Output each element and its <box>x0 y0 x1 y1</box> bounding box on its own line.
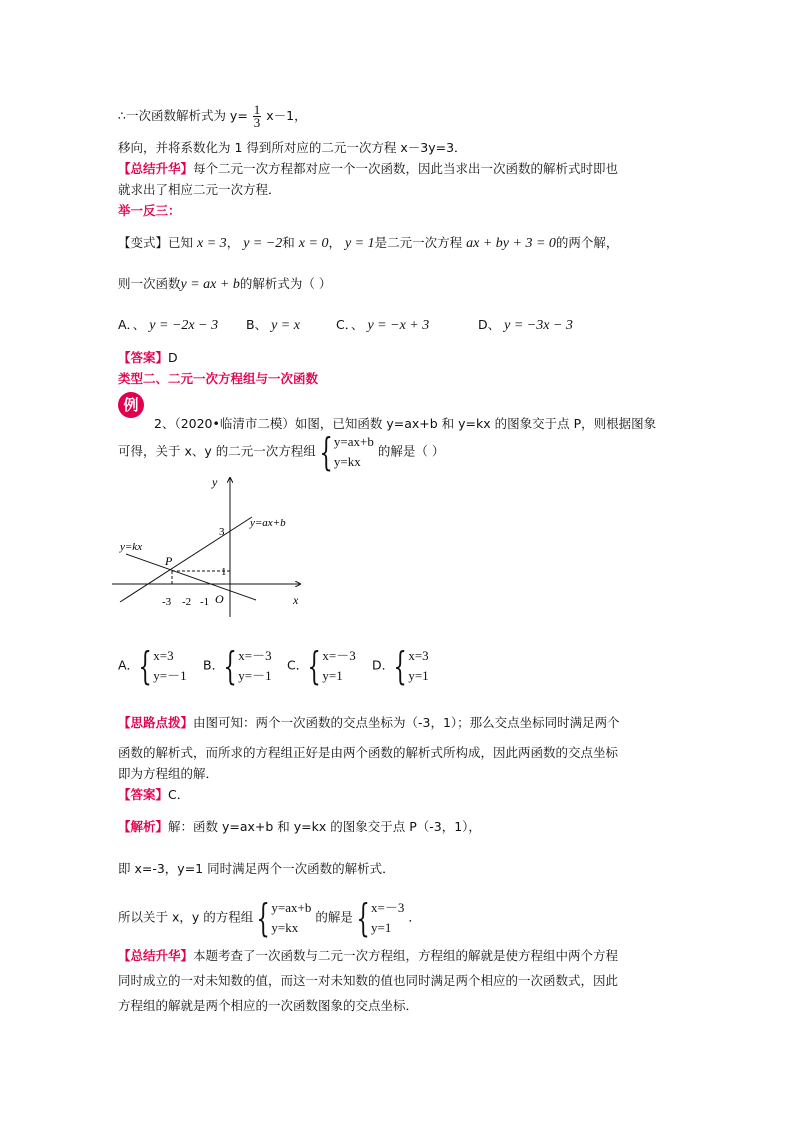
line-ax-plus-b-label: y=ax+b <box>250 517 286 529</box>
y-tick: 3 <box>219 526 225 538</box>
equation-system: { y=ax+b y=kx <box>319 430 374 474</box>
line-ax-plus-b <box>120 517 252 602</box>
summary-1-line-1: 【总结升华】每个二元一次方程都对应一个一次函数，因此当求出一次函数的解析式时即也 <box>118 161 619 176</box>
choice-c: C． { x=－3 y=1 <box>287 644 356 688</box>
variant-option-a: A．、 y = −2x − 3 <box>118 317 219 333</box>
x-tick: -3 <box>162 596 172 608</box>
variant-line-1: 【变式】已知 x = 3， y = −2和 x = 0， y = 1是二元一次方程 ax + by + 3 = 0的两个解， <box>118 235 619 251</box>
hint-line-1: 【思路点拨】由图可知：两个一次函数的交点坐标为（-3，1）；那么交点坐标同时满足两个 <box>118 715 620 730</box>
heading-juyifansan: 举一反三： <box>118 203 181 218</box>
summary-2-line-1: 【总结升华】本题考查了一次函数与二元一次方程组，方程组的解就是使方程组中两个方程 <box>118 948 619 963</box>
section-title: 类型二、二元一次方程组与一次函数 <box>118 371 319 386</box>
answer-2: 【答案】C． <box>118 787 190 802</box>
y-axis-label: y <box>212 475 218 489</box>
example-line-2: 可得，关于 x、y 的二元一次方程组 { y=ax+b y=kx 的解是（ ） <box>118 430 445 474</box>
example-badge: 例 <box>118 392 144 418</box>
choice-b: B． { x=－3 y=－1 <box>203 644 272 688</box>
function-graph <box>112 472 312 622</box>
variant-line-2: 则一次函数y = ax + b的解析式为（ ） <box>118 276 332 292</box>
summary-2-line-2: 同时成立的一对未知数的值，而这一对未知数的值也同时满足两个相应的一次函数式，因此 <box>118 973 619 988</box>
solution-line-2: 移向，并将系数化为 1 得到所对应的二元一次方程 x－3y=3． <box>118 140 467 155</box>
summary-2-line-3: 方程组的解就是两个相应的一次函数图象的交点坐标． <box>118 998 419 1013</box>
choice-d: D． { x=3 y=1 <box>372 644 429 688</box>
point-p-label: P <box>165 554 173 568</box>
analysis-line-2: 即 x=-3，y=1 同时满足两个一次函数的解析式． <box>118 861 395 876</box>
analysis-line-3: 所以关于 x，y 的方程组 { y=ax+b y=kx 的解是 { x=－3 y=1 ． <box>118 896 421 940</box>
answer-1: 【答案】D <box>118 350 178 365</box>
example-line-1: 2、（2020•临清市二模）如图，已知函数 y=ax+b 和 y=kx 的图象交于点 P，则根据图象 <box>154 416 657 431</box>
analysis-line-1: 【解析】解：函数 y=ax+b 和 y=kx 的图象交于点 P（-3，1）， <box>118 819 481 834</box>
variant-option-c: C．、 y = −x + 3 <box>336 317 430 333</box>
solution-line-1: ∴一次函数解析式为 y= $\frac{1}{3}$ x－1， <box>118 102 307 130</box>
summary-1-line-2: 就求出了相应二元一次方程． <box>118 182 281 197</box>
origin-label: O <box>215 592 224 606</box>
x-tick: -1 <box>200 596 210 608</box>
y-tick: 1 <box>221 566 227 578</box>
x-tick: -2 <box>182 596 192 608</box>
fraction: $\frac{1}{3}$ <box>253 102 261 130</box>
variant-option-b: B、 y = x <box>246 317 300 333</box>
variant-option-d: D、 y = −3x − 3 <box>478 317 573 333</box>
hint-line-3: 即为方程组的解． <box>118 766 219 781</box>
line-kx-label: y=kx <box>120 541 143 553</box>
choice-a: A． { x=3 y=－1 <box>118 644 187 688</box>
hint-line-2: 函数的解析式，而所求的方程组正好是由两个函数的解析式所构成，因此两函数的交点坐标 <box>118 745 619 760</box>
line-kx <box>126 554 256 600</box>
x-axis-label: x <box>293 593 299 607</box>
